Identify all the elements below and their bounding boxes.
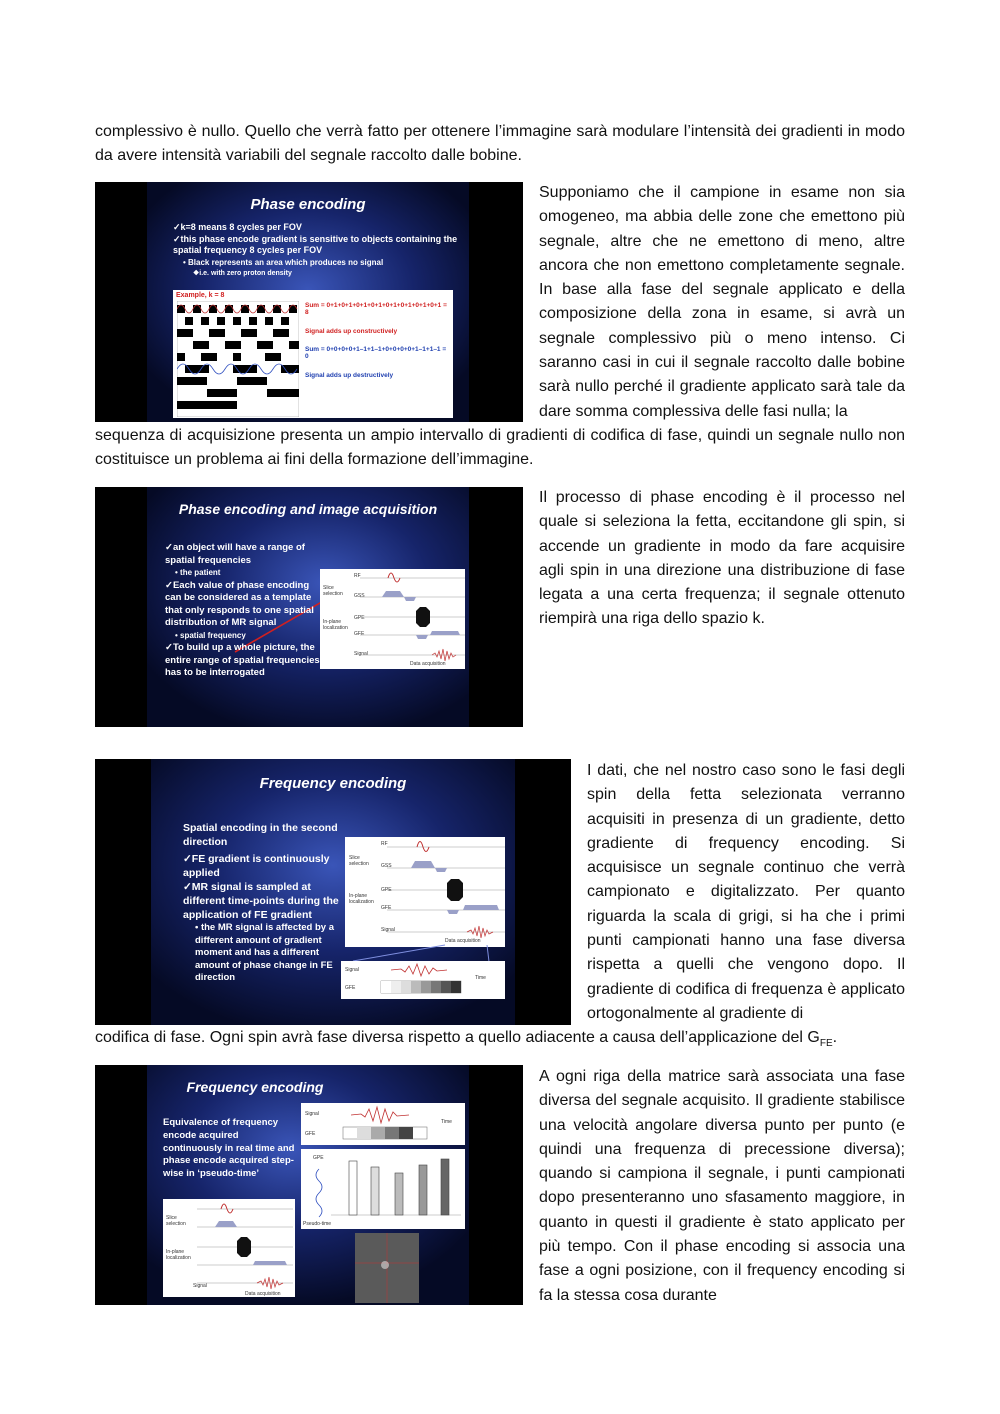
paragraph-1-continued: sequenza di acquisizione presenta un ampio intervallo di gradienti di codifica di fase, quindi un segnale nullo non costituisce un problema ai fini della formazione dell’immagine.: [95, 427, 905, 469]
label-signal: Signal: [354, 651, 368, 657]
waveforms: [197, 1199, 293, 1291]
slide-frequency-encoding: [95, 759, 571, 1025]
label-gfe: GFE: [305, 1131, 316, 1137]
paragraph-top: complessivo è nullo. Quello che verrà fatto per ottenere l’immagine sarà modulare l’intensità dei gradienti in modo da avere intensità variabili del segnale raccolto dalle bobine.: [95, 123, 905, 165]
slide-title: Frequency encoding: [259, 775, 407, 792]
label-time: Time: [475, 975, 486, 981]
label-pseudo-time: Pseudo-time: [303, 1221, 332, 1227]
slide-bullets: [173, 222, 473, 280]
label-rf: RF: [381, 841, 388, 847]
paragraph-4: A ogni riga della matrice sarà associata una fase diversa del segnale acquisito. Il gradiente stabilisce una velocità angolare diversa punto per punto (e quindi una frequenza di precessione diversa); quando si campiona il segnale, i punti campionati dopo presenteranno uno sfasamento maggiore, in quanto in questi il gradiente è stato applicato per più tempo. Con il phase encoding si associa una fase a ogni posizione, con il frequency encoding si fa la stessa cosa durante: [539, 1068, 905, 1304]
label-gfe-2: GFE: [345, 985, 356, 991]
paragraph-3-period: .: [832, 1029, 838, 1046]
label-gfe: GFE: [381, 905, 392, 911]
label-gpe: GPE: [313, 1155, 324, 1161]
paragraph-3-continued-text: codifica di fase. Ogni spin avrà fase diversa rispetto a quello adiacente a causa dell’applicazione del G: [95, 1029, 820, 1046]
slide-bullets: [165, 542, 325, 680]
bullet: ✓an object will have a range of spatial frequencies: [165, 542, 305, 566]
label-inplane: In-plane localization: [166, 1249, 191, 1261]
label-gpe: GPE: [381, 887, 392, 893]
label-gpe: GPE: [354, 615, 365, 621]
bullet: ✓k=8 means 8 cycles per FOV: [173, 222, 302, 232]
example-label: Example, k = 8: [176, 292, 225, 299]
signal-destructive: Signal adds up destructively: [305, 372, 394, 379]
label-gss: GSS: [354, 593, 365, 599]
label-slice: Slice selection: [323, 585, 343, 597]
stripe-pattern: [177, 301, 299, 417]
paragraph-3: I dati, che nel nostro caso sono le fasi degli spin della fetta selezionata verranno acquisiti in presenza di un gradiente, detto gradiente di frequency encoding. Si acquisisce un segnale continuo che verrà campionato e digitalizzato. Per quanto riguarda la scala di grigi, si ha che i primi punti campionati hanno una fase diversa rispetta a quelli che vengono dopo. Il gradiente di codifica di frequenza è applicato ortogonalmente al gradiente di: [587, 762, 905, 1022]
slide-bullets: [163, 1117, 298, 1181]
sum-destructive: Sum = 0+0+0+0+1–1+1–1+0+0+0+0+1–1+1–1 = 0: [305, 346, 447, 360]
signal-panel: [301, 1103, 465, 1145]
paragraph-2: Il processo di phase encoding è il processo nel quale si seleziona la fetta, eccitandone gli spin, si accende un gradiente in modo da fare acquisire agli spin in una direzione una distribuzione di fase legata a una certa frequenza; il segnale ottenuto riempirà una riga dello spazio k.: [539, 489, 905, 628]
k-space-noise: [355, 1233, 419, 1303]
bullet-sub: • Black represents an area which produces no signal: [183, 257, 384, 267]
bullet-sub: • the patient: [175, 568, 221, 577]
pulse-sequence-diagram: [163, 1199, 295, 1297]
label-time: Time: [441, 1119, 452, 1125]
paragraph-3-continued: [95, 1026, 905, 1056]
bullet-sub: • spatial frequency: [175, 630, 246, 640]
label-acquisition: Data acquisition: [445, 938, 481, 944]
bullet: Equivalence of frequency encode acquired continuously in real time and phase encode acquired step-wise in ‘pseudo-time’: [163, 1117, 295, 1180]
pulse-sequence-diagram: [320, 569, 465, 669]
label-slice: Slice selection: [349, 855, 369, 867]
waveforms: [360, 569, 465, 664]
bullet-sub: ❖i.e. with zero proton density: [193, 270, 292, 277]
bullet: Spatial encoding in the second direction: [183, 822, 338, 848]
label-signal-2: Signal: [345, 967, 359, 973]
k-space-image: [355, 1233, 419, 1303]
label-acquisition: Data acquisition: [245, 1291, 281, 1297]
slide-title: Phase encoding: [250, 196, 366, 213]
label-signal-b: Signal: [193, 1283, 207, 1289]
signal-constructive: Signal adds up constructively: [305, 328, 398, 335]
paragraph-1: Supponiamo che il campione in esame non sia omogeneo, ma abbia delle zone che emettono più segnale, altre che ne emettono di meno, altre ancora che non emettono completamente segnale. In base alla fase del segnale applicato e della composizione della zona in esame, si avrà un segnale complessivo più o meno intenso. Ci saranno casi in cui il segnale raccolto dalle bobine sarà nullo perché il gradiente applicato sarà tale da dare somma complessiva delle fasi nulla; la: [539, 184, 905, 420]
sampling-waveforms: [361, 961, 491, 997]
label-inplane: In-plane localization: [323, 619, 348, 631]
label-signal: Signal: [305, 1111, 319, 1117]
label-slice: Slice selection: [166, 1215, 186, 1227]
label-acquisition: Data acquisition: [410, 661, 446, 667]
bullet: ✓Each value of phase encoding can be considered as a template that only responds to one spatial distribution of MR signal: [165, 579, 314, 628]
slide-title: Frequency encoding: [186, 1079, 324, 1095]
slide-phase-encoding-acquisition: [95, 487, 523, 727]
gfe-subscript: FE: [819, 1038, 833, 1050]
signal-waveforms: [321, 1103, 451, 1143]
bullet: ✓MR signal is sampled at different time-points during the application of FE gradient: [183, 881, 339, 921]
slide-frequency-encoding-pseudo-time: [95, 1065, 523, 1305]
example-panel: [173, 290, 453, 418]
label-gfe: GFE: [354, 631, 365, 637]
sum-constructive: Sum = 0+1+0+1+0+1+0+1+0+1+0+1+0+1+0+1 = 8: [305, 302, 447, 316]
pseudo-time-panel: [301, 1149, 465, 1229]
label-rf: RF: [354, 573, 361, 579]
label-signal: Signal: [381, 927, 395, 933]
bullet: ✓To build up a whole picture, the entire range of spatial frequencies has to be interrogated: [165, 642, 320, 678]
phase-steps: [301, 1149, 465, 1221]
slide-phase-encoding: [95, 182, 523, 422]
slide-title: Phase encoding and image acquisition: [178, 501, 438, 517]
bullet: ✓FE gradient is continuously applied: [183, 853, 330, 879]
sampling-diagram: [341, 961, 505, 999]
bullet: ✓this phase encode gradient is sensitive to objects containing the spatial frequency 8 cycles per FOV: [173, 233, 458, 255]
label-gss: GSS: [381, 863, 392, 869]
label-inplane: In-plane localization: [349, 893, 374, 905]
bullet-sub: • the MR signal is affected by a different amount of gradient moment and has a different amount of phase change in FE direction: [195, 922, 334, 983]
